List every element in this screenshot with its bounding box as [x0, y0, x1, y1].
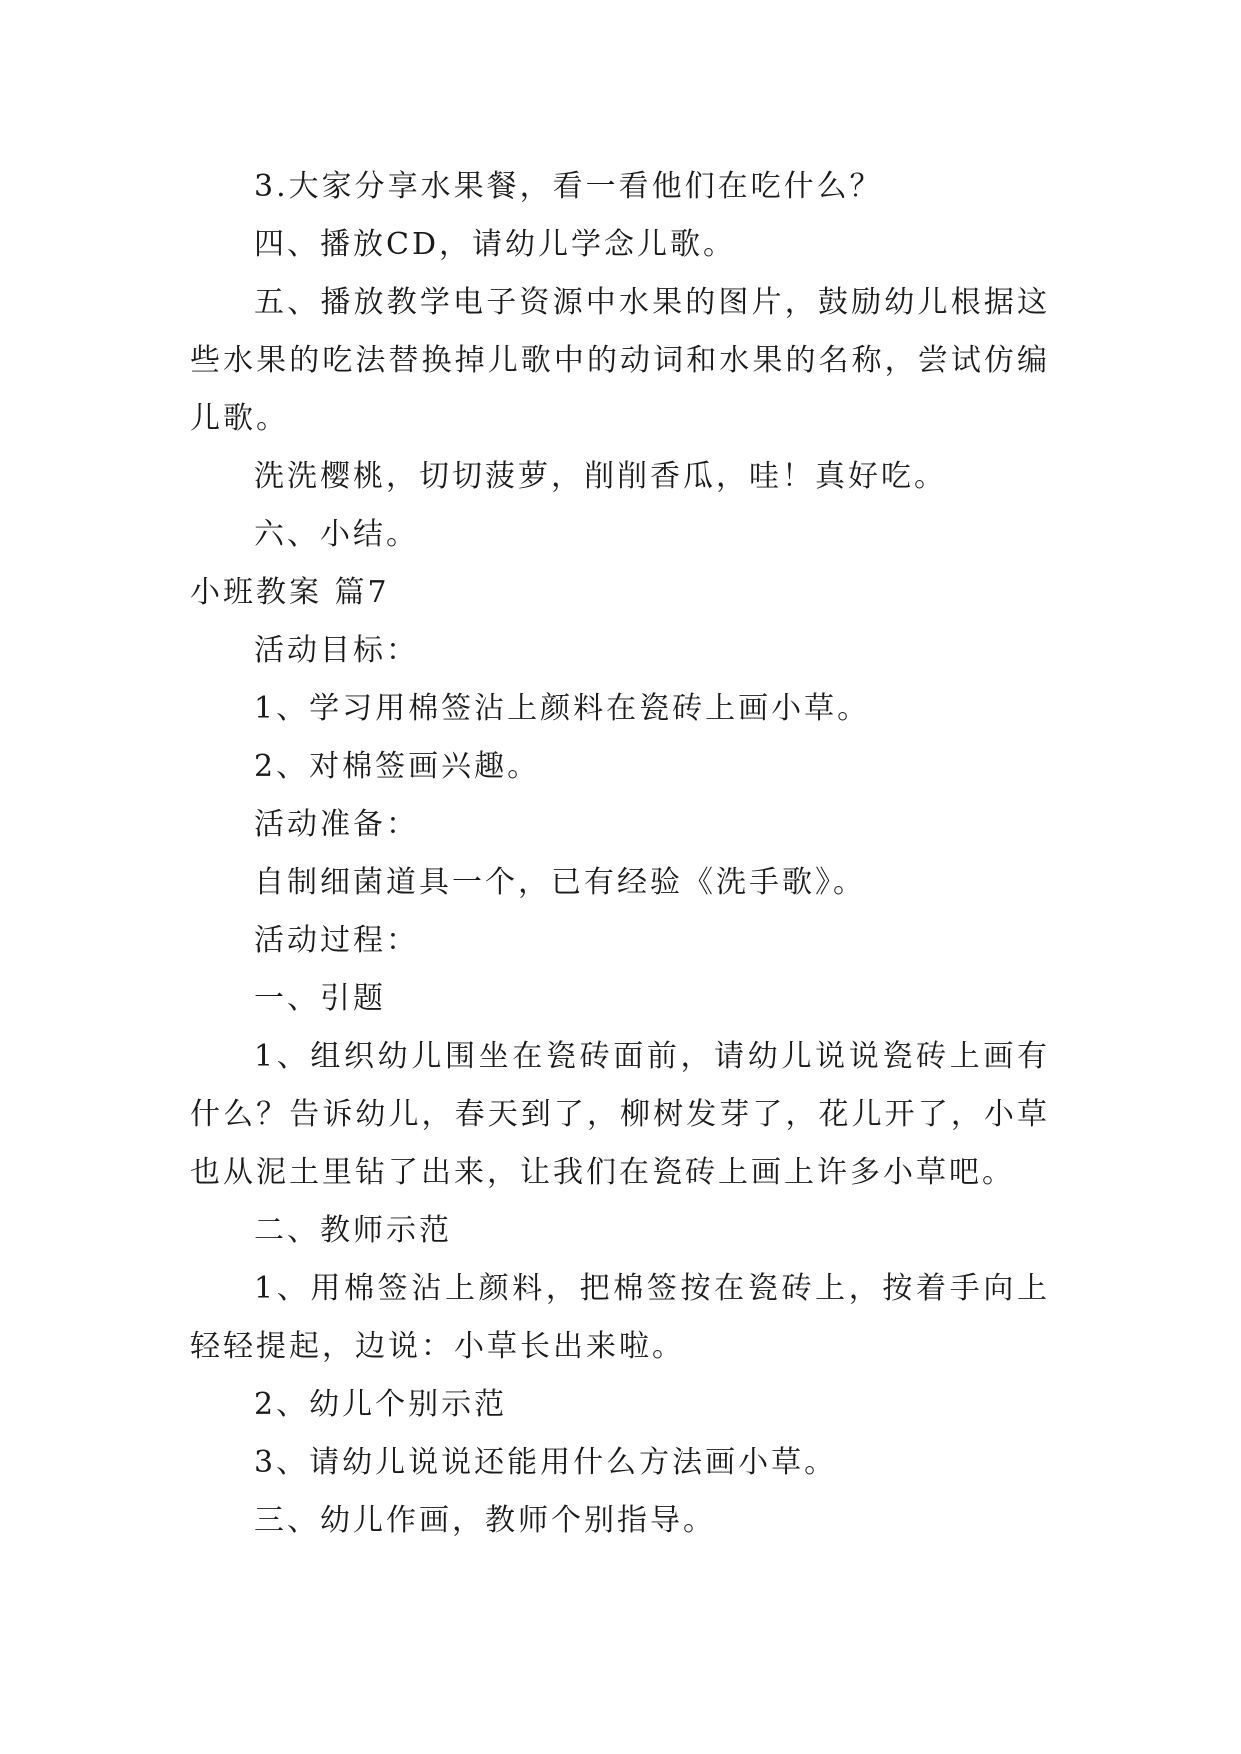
paragraph: 六、小结。 — [254, 517, 419, 552]
paragraph: 三、幼儿作画，教师个别指导。 — [254, 1503, 716, 1538]
paragraph: 1、学习用棉签沾上颜料在瓷砖上画小草。 — [254, 691, 871, 726]
paragraph: 活动目标： — [254, 633, 419, 668]
paragraph: 五、播放教学电子资源中水果的图片，鼓励幼儿根据这些水果的吃法替换掉儿歌中的动词和水果的名称，尝试仿编儿歌。 — [190, 285, 1050, 436]
document-page — [190, 158, 1050, 1550]
paragraph: 2、幼儿个别示范 — [254, 1387, 508, 1422]
paragraph: 1、组织幼儿围坐在瓷砖面前，请幼儿说说瓷砖上画有什么？告诉幼儿，春天到了，柳树发芽了，花儿开了，小草也从泥土里钻了出来，让我们在瓷砖上画上许多小草吧。 — [190, 1039, 1050, 1190]
paragraph: 活动准备： — [254, 807, 419, 842]
paragraph: 自制细菌道具一个，已有经验《洗手歌》。 — [254, 865, 866, 900]
paragraph: 四、播放CD，请幼儿学念儿歌。 — [254, 227, 737, 262]
paragraph: 一、引题 — [254, 981, 386, 1016]
paragraph: 二、教师示范 — [254, 1213, 452, 1248]
paragraph: 2、对棉签画兴趣。 — [254, 749, 541, 784]
paragraph: 活动过程： — [254, 923, 419, 958]
paragraph: 3、请幼儿说说还能用什么方法画小草。 — [254, 1445, 838, 1480]
section-heading: 小班教案 篇7 — [190, 575, 390, 610]
paragraph: 1、用棉签沾上颜料，把棉签按在瓷砖上，按着手向上轻轻提起，边说：小草长出来啦。 — [190, 1271, 1050, 1364]
paragraph: 洗洗樱桃，切切菠萝，削削香瓜，哇！真好吃。 — [254, 459, 947, 494]
paragraph: 3.大家分享水果餐，看一看他们在吃什么？ — [254, 169, 883, 204]
